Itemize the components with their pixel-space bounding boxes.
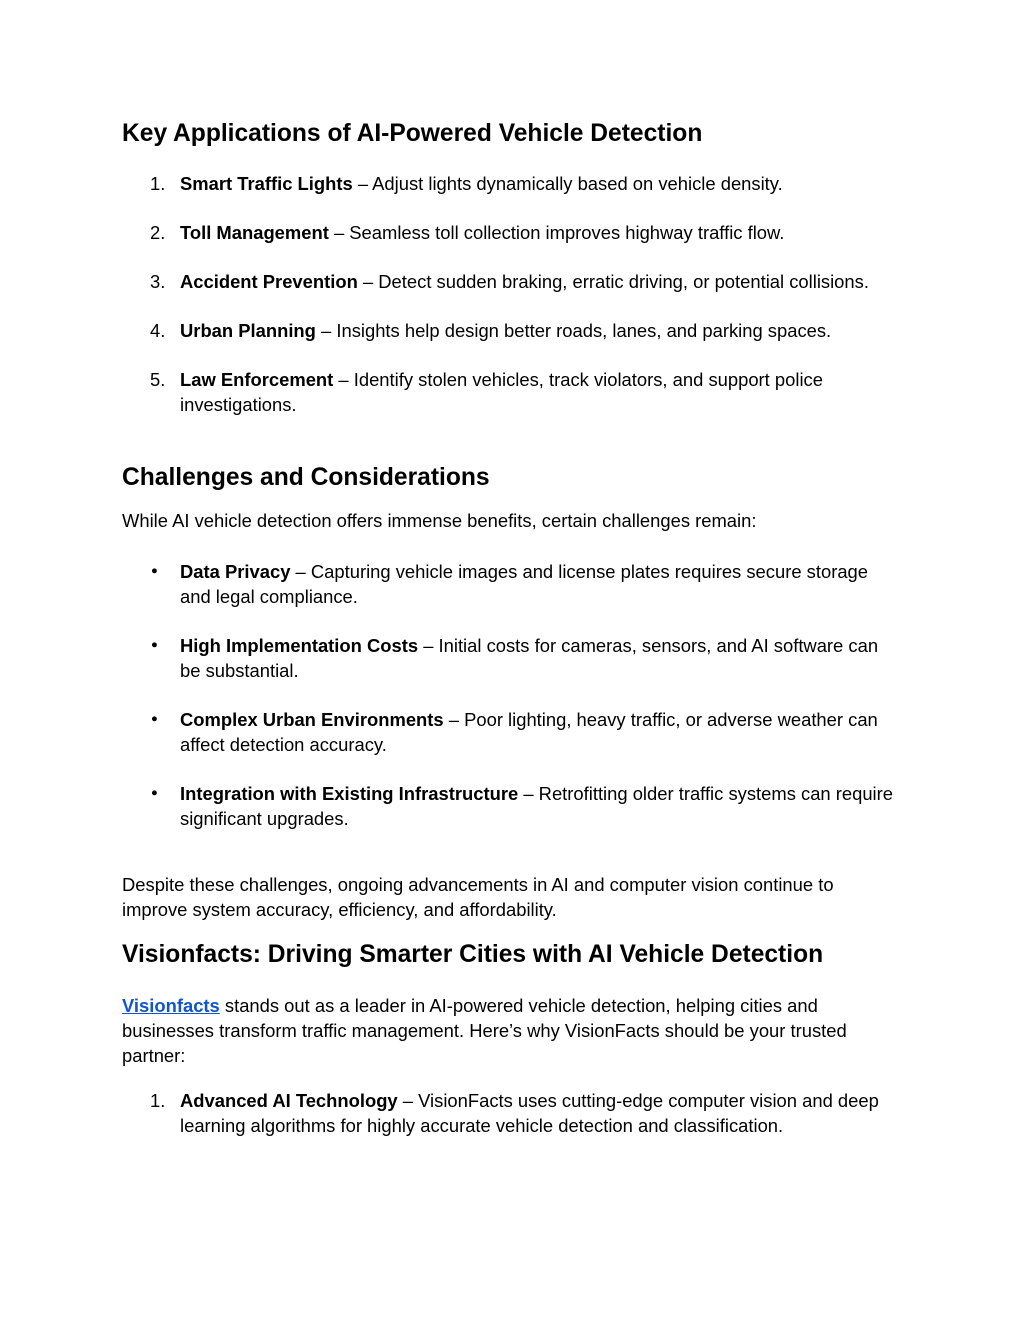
list-item [122,1088,900,1138]
visionfacts-paragraph [122,993,887,1068]
challenges-outro-paragraph: Despite these challenges, ongoing advancements in AI and computer vision continue to improve system accuracy, efficiency, and affordability. [122,874,834,920]
visionfacts-numbered-list [122,1088,900,1138]
list-item [122,707,900,757]
list-desc: – Detect sudden braking, erratic driving, or potential collisions. [357,271,869,292]
list-item [122,171,900,196]
list-number: 3. [150,271,166,292]
list-number: 5. [150,369,166,390]
visionfacts-paragraph-text: stands out as a leader in AI-powered vehicle detection, helping cities and businesses transform traffic management. Here’s why VisionFacts should be your trusted partner: [122,995,847,1066]
list-item [122,367,900,417]
list-term: Law Enforcement [180,369,334,390]
list-desc: – Insights help design better roads, lanes, and parking spaces. [315,320,832,341]
list-desc: – Adjust lights dynamically based on vehicle density. [352,173,783,194]
list-term: Advanced AI Technology [180,1090,398,1111]
list-term: Complex Urban Environments [180,709,444,730]
list-term: Smart Traffic Lights [180,173,353,194]
heading-key-applications: Key Applications of AI-Powered Vehicle Detection [122,120,703,147]
list-desc: – Capturing vehicle images and license plates requires secure storage and legal compliance. [180,561,869,607]
list-item [122,318,900,343]
list-term: Integration with Existing Infrastructure [180,783,519,804]
list-number: 1. [150,173,166,194]
list-desc: – Initial costs for cameras, sensors, and AI software can be substantial. [180,635,879,681]
list-desc: – VisionFacts uses cutting-edge computer vision and deep learning algorithms for highly accurate vehicle detection and classification. [180,1090,879,1136]
list-term: Accident Prevention [180,271,358,292]
applications-numbered-list [122,171,900,417]
list-desc: – Retrofitting older traffic systems can require significant upgrades. [180,783,893,829]
list-desc: – Seamless toll collection improves highway traffic flow. [328,222,785,243]
visionfacts-link[interactable]: Visionfacts [122,995,220,1016]
list-item [122,559,900,609]
challenges-intro-paragraph: While AI vehicle detection offers immense benefits, certain challenges remain: [122,510,757,531]
list-desc: – Poor lighting, heavy traffic, or adverse weather can affect detection accuracy. [180,709,878,755]
list-term: Toll Management [180,222,329,243]
list-item [122,633,900,683]
list-number: 2. [150,222,166,243]
bullet-icon: ● [151,565,158,577]
list-number: 4. [150,320,166,341]
list-term: High Implementation Costs [180,635,419,656]
challenges-bullet-list [122,559,900,831]
list-number: 1. [150,1090,166,1111]
bullet-icon: ● [151,713,158,725]
bullet-icon: ● [151,787,158,799]
bullet-icon: ● [151,639,158,651]
document-page [122,0,900,1138]
heading-challenges: Challenges and Considerations [122,464,490,491]
list-desc: – Identify stolen vehicles, track violators, and support police investigations. [180,369,823,415]
list-term: Urban Planning [180,320,316,341]
list-item [122,220,900,245]
list-item [122,269,900,294]
heading-visionfacts: Visionfacts: Driving Smarter Cities with AI Vehicle Detection [122,941,824,968]
list-item [122,781,900,831]
list-term: Data Privacy [180,561,291,582]
